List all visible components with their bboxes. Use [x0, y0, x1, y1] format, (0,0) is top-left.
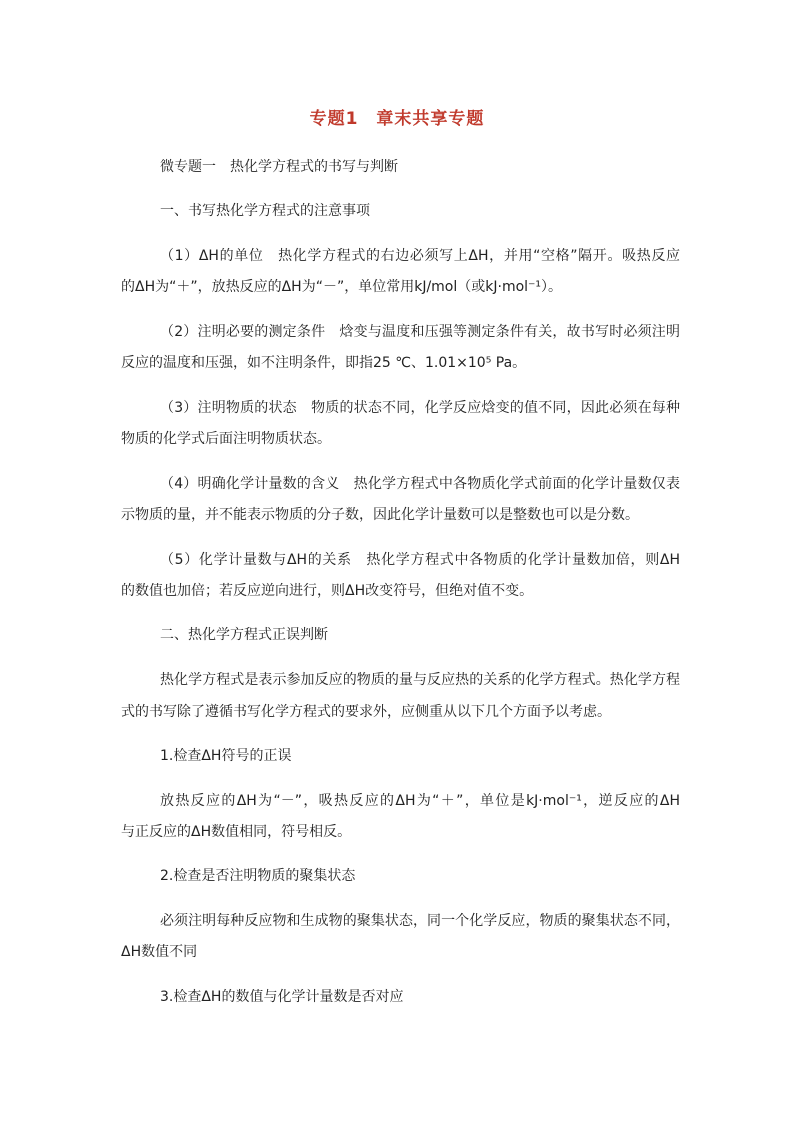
check3-heading: 3.检查ΔH的数值与化学计量数是否对应 [160, 989, 404, 1005]
paragraph-8-line-2: ΔH数值不同 [121, 944, 198, 960]
paragraph-5-line-2: 的数值也加倍；若反应逆向进行，则ΔH改变符号，但绝对值不变。 [121, 583, 534, 599]
paragraph-6-line-2: 式的书写除了遵循书写化学方程式的要求外，应侧重从以下几个方面予以考虑。 [121, 704, 611, 720]
paragraph-8-line-1: 必须注明每种反应物和生成物的聚集状态，同一个化学反应，物质的聚集状态不同， [160, 913, 680, 929]
paragraph-1-line-2: 的ΔH为“＋”，放热反应的ΔH为“－”，单位常用kJ/mol（或kJ·mol⁻¹）。 [121, 279, 563, 295]
paragraph-3-line-1: （3）注明物质的状态 物质的状态不同，化学反应焓变的值不同，因此必须在每种 [160, 400, 680, 416]
paragraph-3-line-2: 物质的化学式后面注明物质状态。 [121, 431, 331, 447]
page-title: 专题1 章末共享专题 [309, 109, 485, 129]
paragraph-7-line-2: 与正反应的ΔH数值相同，符号相反。 [121, 824, 352, 840]
section2-heading: 二、热化学方程式正误判断 [160, 627, 328, 643]
section1-heading: 一、书写热化学方程式的注意事项 [160, 203, 370, 219]
paragraph-6-line-1: 热化学方程式是表示参加反应的物质的量与反应热的关系的化学方程式。热化学方程 [160, 672, 680, 688]
micro-topic-heading: 微专题一 热化学方程式的书写与判断 [160, 159, 398, 175]
paragraph-4-line-1: （4）明确化学计量数的含义 热化学方程式中各物质化学式前面的化学计量数仅表 [160, 476, 680, 492]
check2-heading: 2.检查是否注明物质的聚集状态 [160, 868, 356, 884]
check1-heading: 1.检查ΔH符号的正误 [160, 748, 292, 764]
paragraph-5-line-1: （5）化学计量数与ΔH的关系 热化学方程式中各物质的化学计量数加倍，则ΔH [160, 552, 680, 568]
paragraph-1-line-1: （1）ΔH的单位 热化学方程式的右边必须写上ΔH，并用“空格”隔开。吸热反应 [160, 248, 680, 264]
paragraph-2-line-1: （2）注明必要的测定条件 焓变与温度和压强等测定条件有关，故书写时必须注明 [160, 324, 680, 340]
paragraph-2-line-2: 反应的温度和压强，如不注明条件，即指25 ℃、1.01×10⁵ Pa。 [121, 355, 527, 371]
paragraph-4-line-2: 示物质的量，并不能表示物质的分子数，因此化学计量数可以是整数也可以是分数。 [121, 507, 639, 523]
paragraph-7-line-1: 放热反应的ΔH为“－”，吸热反应的ΔH为“＋”，单位是kJ·mol⁻¹，逆反应的ΔH [160, 793, 680, 809]
